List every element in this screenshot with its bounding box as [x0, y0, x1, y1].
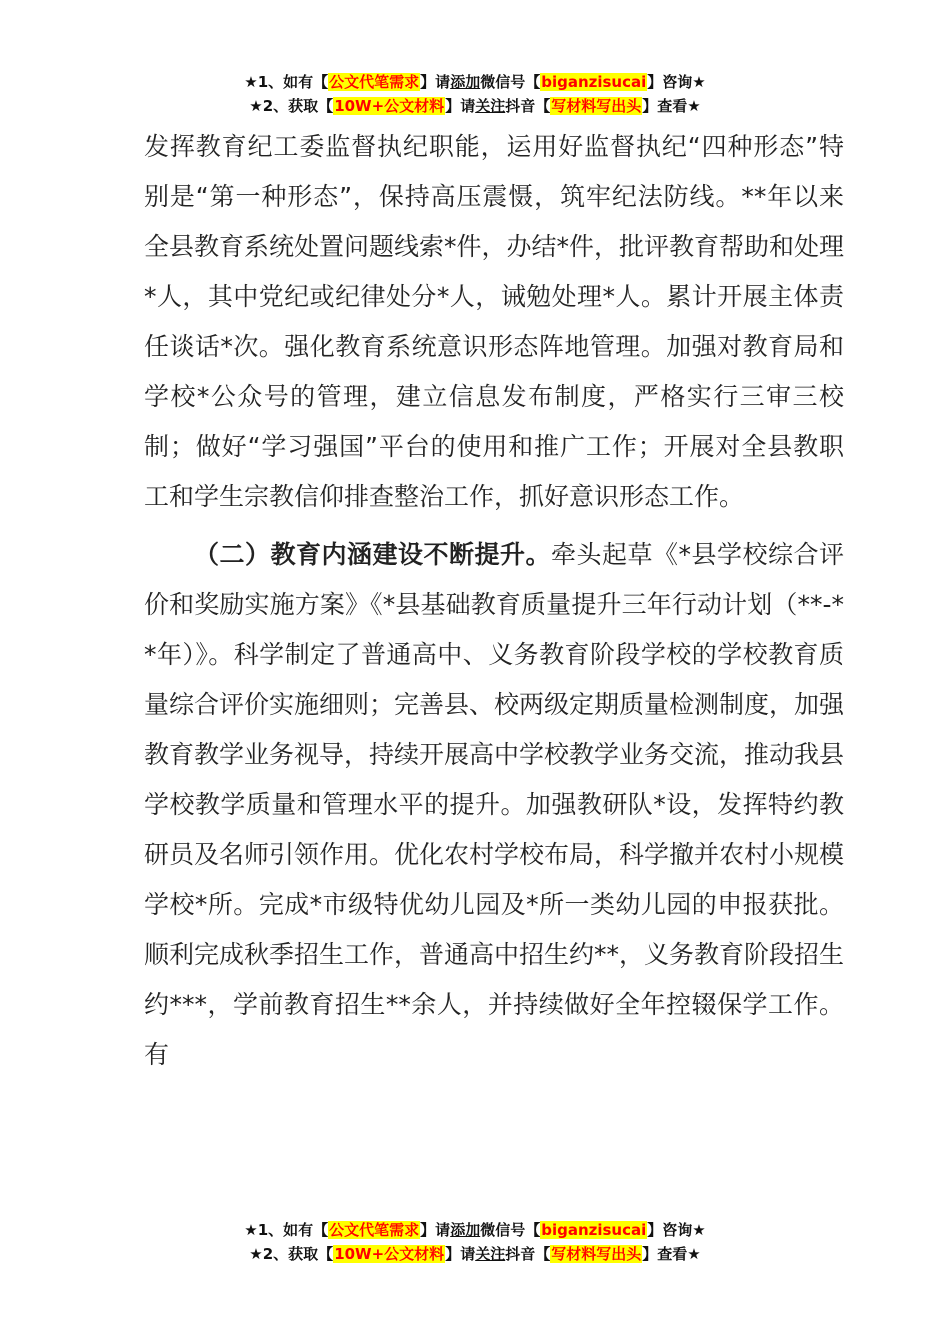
footer-line-1-suffix: 】咨询★: [647, 1221, 706, 1239]
footer-banner: [0, 1218, 950, 1266]
footer-line-1: [0, 1218, 950, 1242]
footer-underlined-text: 添加: [450, 1221, 481, 1239]
header-banner: [0, 70, 950, 118]
section-heading-2: （二）教育内涵建设不断提升。: [194, 540, 551, 569]
footer-line-1-text-2: 微信号【: [480, 1221, 541, 1239]
footer-line-2-text-2: 抖音【: [505, 1245, 551, 1263]
header-underlined-text-2: 关注: [475, 97, 506, 115]
footer-highlight-service: 公文代笔需求: [329, 1221, 420, 1239]
header-underlined-text: 添加: [450, 73, 481, 91]
header-line-2-text: 】请: [445, 97, 476, 115]
footer-line-2: [0, 1242, 950, 1266]
header-line-2-text-2: 抖音【: [505, 97, 551, 115]
header-highlight-douyin-id: 写材料写出头: [551, 97, 642, 115]
header-line-1-text-2: 微信号【: [480, 73, 541, 91]
header-highlight-wechat-id: biganzisucai: [541, 73, 647, 91]
footer-underlined-text-2: 关注: [475, 1245, 506, 1263]
footer-line-1-text: 】请: [420, 1221, 451, 1239]
header-line-2-prefix: ★2、获取【: [249, 97, 334, 115]
footer-highlight-douyin-id: 写材料写出头: [551, 1245, 642, 1263]
footer-highlight-wechat-id: biganzisucai: [541, 1221, 647, 1239]
paragraph-2-text: 牵头起草《*县学校综合评价和奖励实施方案》《*县基础教育质量提升三年行动计划（**-**年）》。科学制定了普通高中、义务教育阶段学校的学校教育质量综合评价实施细则；完善县、校两级定期质量检测制度，加强教育教学业务视导，持续开展高中学校教学业务交流，推动我县学校教学质量和管理水平的提升。加强教研队*设，发挥特约教研员及名师引领作用。优化农村学校布局，科学撤并农村小规模学校*所。完成*市级特优幼儿园及*所一类幼儿园的申报获批。顺利完成秋季招生工作，普通高中招生约**，义务教育阶段招生约***，学前教育招生**余人，并持续做好全年控辍保学工作。有: [144, 540, 845, 1069]
document-body: [144, 122, 844, 1080]
header-highlight-service: 公文代笔需求: [329, 73, 420, 91]
header-line-2: [0, 94, 950, 118]
paragraph-1: 发挥教育纪工委监督执纪职能，运用好监督执纪“四种形态”特别是“第一种形态”，保持高压震慑，筑牢纪法防线。**年以来全县教育系统处置问题线索*件，办结*件，批评教育帮助和处理*人，其中党纪或纪律处分*人，诫勉处理*人。累计开展主体责任谈话*次。强化教育系统意识形态阵地管理。加强对教育局和学校*公众号的管理，建立信息发布制度，严格实行三审三校制；做好“学习强国”平台的使用和推广工作；开展对全县教职工和学生宗教信仰排查整治工作，抓好意识形态工作。: [144, 132, 845, 511]
footer-line-2-prefix: ★2、获取【: [249, 1245, 334, 1263]
header-highlight-materials: 10W+公文材料: [334, 97, 445, 115]
header-line-1: [0, 70, 950, 94]
paragraph-2: [144, 530, 844, 1080]
footer-highlight-materials: 10W+公文材料: [334, 1245, 445, 1263]
header-line-1-prefix: ★1、如有【: [244, 73, 329, 91]
header-line-1-suffix: 】咨询★: [647, 73, 706, 91]
header-line-1-text: 】请: [420, 73, 451, 91]
footer-line-2-text: 】请: [445, 1245, 476, 1263]
footer-line-1-prefix: ★1、如有【: [244, 1221, 329, 1239]
footer-line-2-suffix: 】查看★: [642, 1245, 701, 1263]
header-line-2-suffix: 】查看★: [642, 97, 701, 115]
